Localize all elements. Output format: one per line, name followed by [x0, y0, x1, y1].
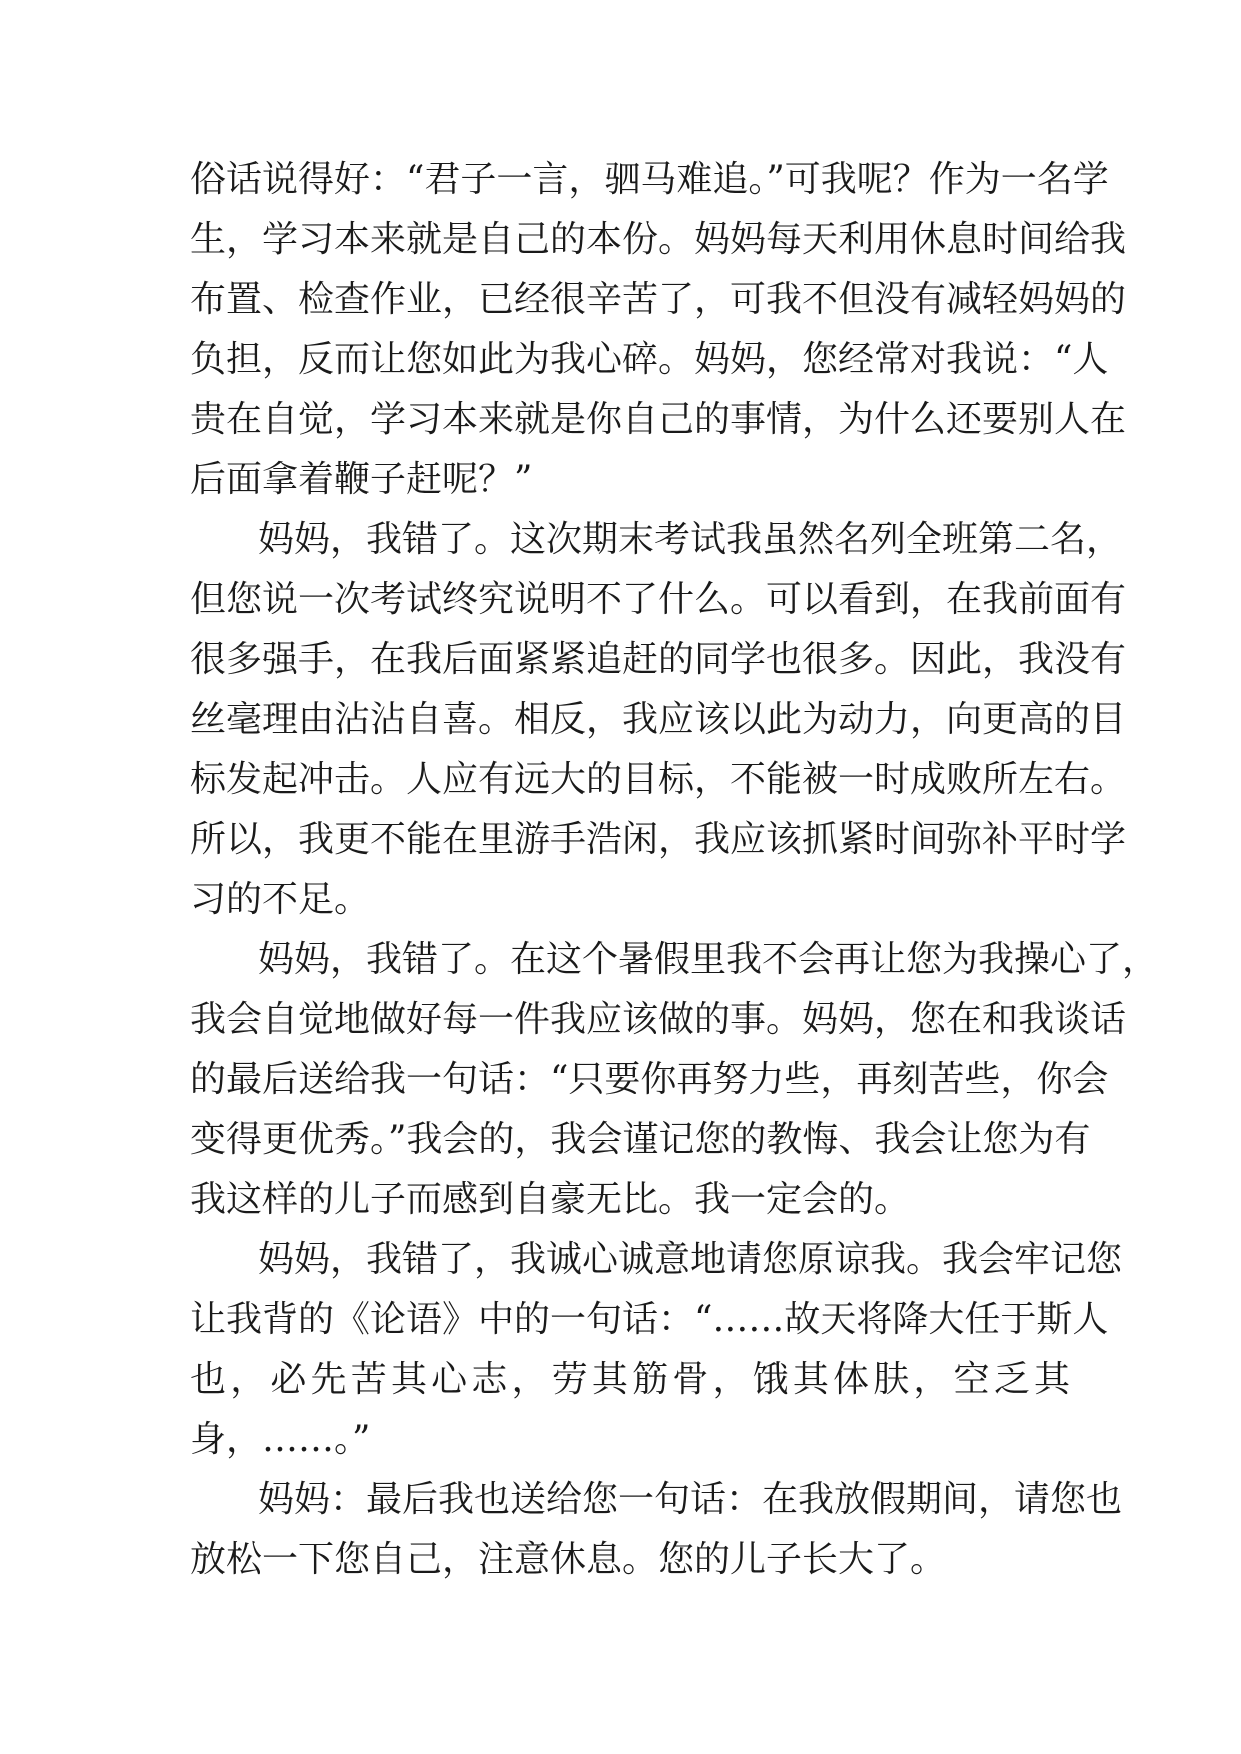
text-line: 贵在自觉，学习本来就是你自己的事情，为什么还要别人在 — [190, 399, 1127, 440]
text-line: 妈妈，我错了。这次期末考试我虽然名列全班第二名， — [258, 519, 1123, 560]
text-line: 妈妈：最后我也送给您一句话：在我放假期间，请您也 — [258, 1479, 1123, 1520]
text-line: 妈妈，我错了。在这个暑假里我不会再让您为我操心了， — [258, 939, 1159, 980]
text-line: 后面拿着鞭子赶呢？” — [190, 459, 533, 500]
text-line: 身，……。” — [190, 1419, 371, 1460]
text-line: 让我背的《论语》中的一句话：“……故天将降大任于斯人 — [190, 1299, 1109, 1340]
text-line: 丝毫理由沾沾自喜。相反，我应该以此为动力，向更高的目 — [190, 699, 1127, 740]
text-line: 变得更优秀。”我会的，我会谨记您的教悔、我会让您为有 — [190, 1119, 1091, 1160]
text-line: 很多强手，在我后面紧紧追赶的同学也很多。因此，我没有 — [190, 639, 1127, 680]
text-line: 标发起冲击。人应有远大的目标，不能被一时成败所左右。 — [190, 759, 1127, 800]
text-line: 的最后送给我一句话：“只要你再努力些，再刻苦些，你会 — [190, 1059, 1109, 1100]
document-body — [190, 150, 1159, 1590]
text-line: 习的不足。 — [190, 879, 371, 920]
text-line: 但您说一次考试终究说明不了什么。可以看到，在我前面有 — [190, 579, 1127, 620]
text-line: 妈妈，我错了，我诚心诚意地请您原谅我。我会牢记您 — [258, 1239, 1123, 1280]
text-line: 俗话说得好：“君子一言，驷马难追。”可我呢？作为一名学 — [190, 159, 1109, 200]
text-line: 放松一下您自己，注意休息。您的儿子长大了。 — [190, 1539, 947, 1580]
text-line: 也，必先苦其心志，劳其筋骨，饿其体肤，空乏其 — [190, 1359, 1070, 1400]
text-line: 负担，反而让您如此为我心碎。妈妈，您经常对我说：“人 — [190, 339, 1109, 380]
text-line: 生，学习本来就是自己的本份。妈妈每天利用休息时间给我 — [190, 219, 1127, 260]
text-line: 布置、检查作业，已经很辛苦了，可我不但没有减轻妈妈的 — [190, 279, 1127, 320]
text-line: 我会自觉地做好每一件我应该做的事。妈妈，您在和我谈话 — [190, 999, 1127, 1040]
text-line: 我这样的儿子而感到自豪无比。我一定会的。 — [190, 1179, 911, 1220]
text-line: 所以，我更不能在里游手浩闲，我应该抓紧时间弥补平时学 — [190, 819, 1127, 860]
